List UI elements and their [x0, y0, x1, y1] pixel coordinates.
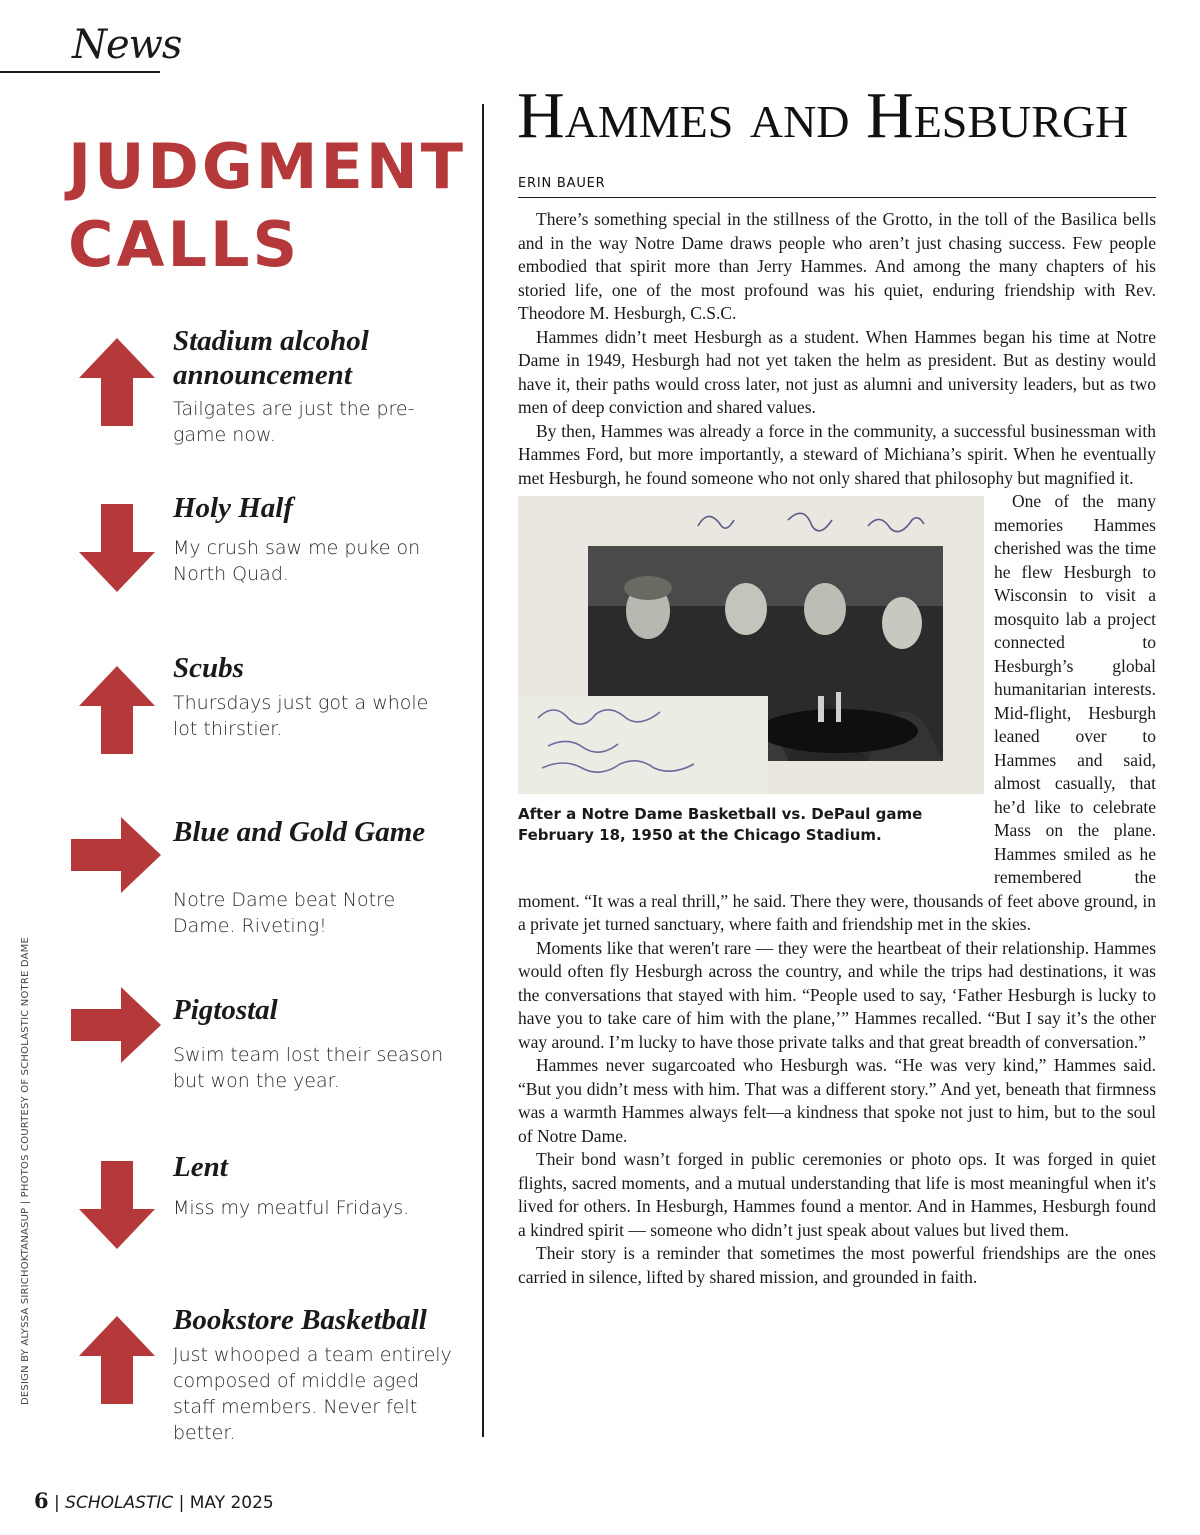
page-footer — [34, 1488, 274, 1513]
judgment-item-title: Scubs — [173, 652, 244, 684]
judgment-item-title: Stadium alcohol announcement — [173, 325, 369, 391]
judgment-item-desc: Miss my meatful Fridays. — [173, 1197, 410, 1219]
arrow-right-icon — [67, 805, 167, 905]
article-paragraph: By then, Hammes was already a force in the community, a successful businessman with Hammes Ford, but more importantly, a steward of Michiana’s spirit. When he eventually met Hesburgh, he found someone who not only shared that philosophy but magnified it. — [518, 420, 1156, 488]
archival-photo — [518, 496, 984, 794]
article-paragraph: There’s something special in the stillness of the Grotto, in the toll of the Basilica bells and in the way Notre Dame draws people who aren’t just chasing success. Few people embodied that spirit more than Jerry Hammes. And among the many chapters of his storied life, one of the most profound was his quiet, enduring friendship with Rev. Theodore M. Hesburgh, C.S.C. — [518, 209, 1156, 323]
footer-separator: | — [54, 1493, 66, 1513]
article-paragraph: Moments like that weren't rare — they were the heartbeat of their relationship. Hammes would often fly Hesburgh across the country, and while the trips had destinations, it was the conversations that stayed with him. “People used to say, ‘Father Hesburgh is lucky to have you to take care of him with the plane,’” Hammes recalled. “But I say it’s the other way around. I’m lucky to have those private talks and that great breadth of conversation.” — [518, 937, 1156, 1052]
judgment-item-desc: Thursdays just got a whole lot thirstier. — [173, 692, 429, 740]
arrow-down-icon — [67, 498, 167, 598]
article-paragraph: Hammes didn’t meet Hesburgh as a student. When Hammes began his time at Notre Dame in 1949, Hesburgh had not yet taken the helm as president. But as destiny would have it, their paths would cross later, not just as alumni and university leaders, but as two men of deep conviction and shared values. — [518, 326, 1156, 417]
judgment-item-desc: Tailgates are just the pre-game now. — [173, 398, 415, 446]
judgment-item-desc: Just whooped a team entirely composed of middle aged staff members. Never felt better. — [173, 1344, 452, 1444]
article-paragraph: Their story is a reminder that sometimes the most powerful friendships are the ones carried in silence, lifted by shared mission, and grounded in faith. — [518, 1243, 1156, 1287]
arrow-down-icon — [67, 1155, 167, 1255]
judgment-item-desc: My crush saw me puke on North Quad. — [173, 537, 421, 585]
article-body — [518, 208, 1156, 1289]
issue-date: MAY 2025 — [189, 1493, 274, 1513]
article-paragraph: One of the many memories Hammes cherished was the time he flew Hesburgh to Wisconsin to visit a mosquito lab a project connected to Hesburgh’s global humanitarian interests. Mid-flight, Hesburgh leaned over to Hammes and said, almost casually, that he’d like to celebrate Mass on the plane. Hammes smiled as he remembered the moment. “It was a real thrill,” he said. There they were, thousands of feet above ground, in a private jet turned sanctuary, where faith and friendship met in the skies. — [518, 491, 1156, 934]
judgment-item-desc: Notre Dame beat Notre Dame. Riveting! — [173, 889, 396, 937]
judgment-item-desc: Swim team lost their season but won the year. — [173, 1044, 444, 1092]
column-divider — [482, 104, 484, 1437]
arrow-up-icon — [67, 1310, 167, 1410]
photo-figure — [518, 496, 984, 877]
byline-rule — [518, 197, 1156, 198]
design-credit: DESIGN BY ALYSSA SIRICHOKTANASUP | PHOTOS COURTESY OF SCHOLASTIC NOTRE DAME — [20, 936, 31, 1405]
judgment-item-title: Lent — [173, 1151, 228, 1183]
judgment-item-title: Bookstore Basketball — [173, 1304, 427, 1336]
judgment-item-title: Pigtostal — [173, 994, 278, 1026]
magazine-name: SCHOLASTIC — [65, 1493, 174, 1513]
judgment-item-title: Holy Half — [173, 492, 294, 524]
judgment-item-title: Blue and Gold Game — [173, 816, 426, 848]
arrow-up-icon — [67, 660, 167, 760]
arrow-up-icon — [67, 332, 167, 432]
judgment-calls-title: JUDGMENT — [68, 130, 466, 203]
judgment-calls-title-line2: CALLS — [68, 208, 301, 281]
photo-caption: After a Notre Dame Basketball vs. DePaul game February 18, 1950 at the Chicago Stadium. — [518, 805, 923, 844]
page-number: 6 — [34, 1488, 49, 1513]
byline: ERIN BAUER — [518, 176, 606, 191]
article-paragraph: Their bond wasn’t forged in public ceremonies or photo ops. It was forged in quiet flights, sacred moments, and a mutual understanding that life is most meaningful when it's lived for others. In Hesburgh, Hammes found a mentor. And in Hammes, Hesburgh found a kindred spirit — someone who didn’t just speak about values but lived them. — [518, 1149, 1156, 1240]
section-rule — [0, 71, 160, 73]
article-title: Hammes and Hesburgh — [517, 79, 1129, 152]
article-paragraph: Hammes never sugarcoated who Hesburgh was. “He was very kind,” Hammes said. “But you didn’t mess with him. That was a different story.” And yet, beneath that firmness was a warmth Hammes always felt—a kindness that spoke not just to him, but to the soul of Notre Dame. — [518, 1055, 1156, 1146]
section-label: News — [72, 22, 182, 68]
arrow-right-icon — [67, 975, 167, 1075]
footer-separator: | — [178, 1493, 190, 1513]
